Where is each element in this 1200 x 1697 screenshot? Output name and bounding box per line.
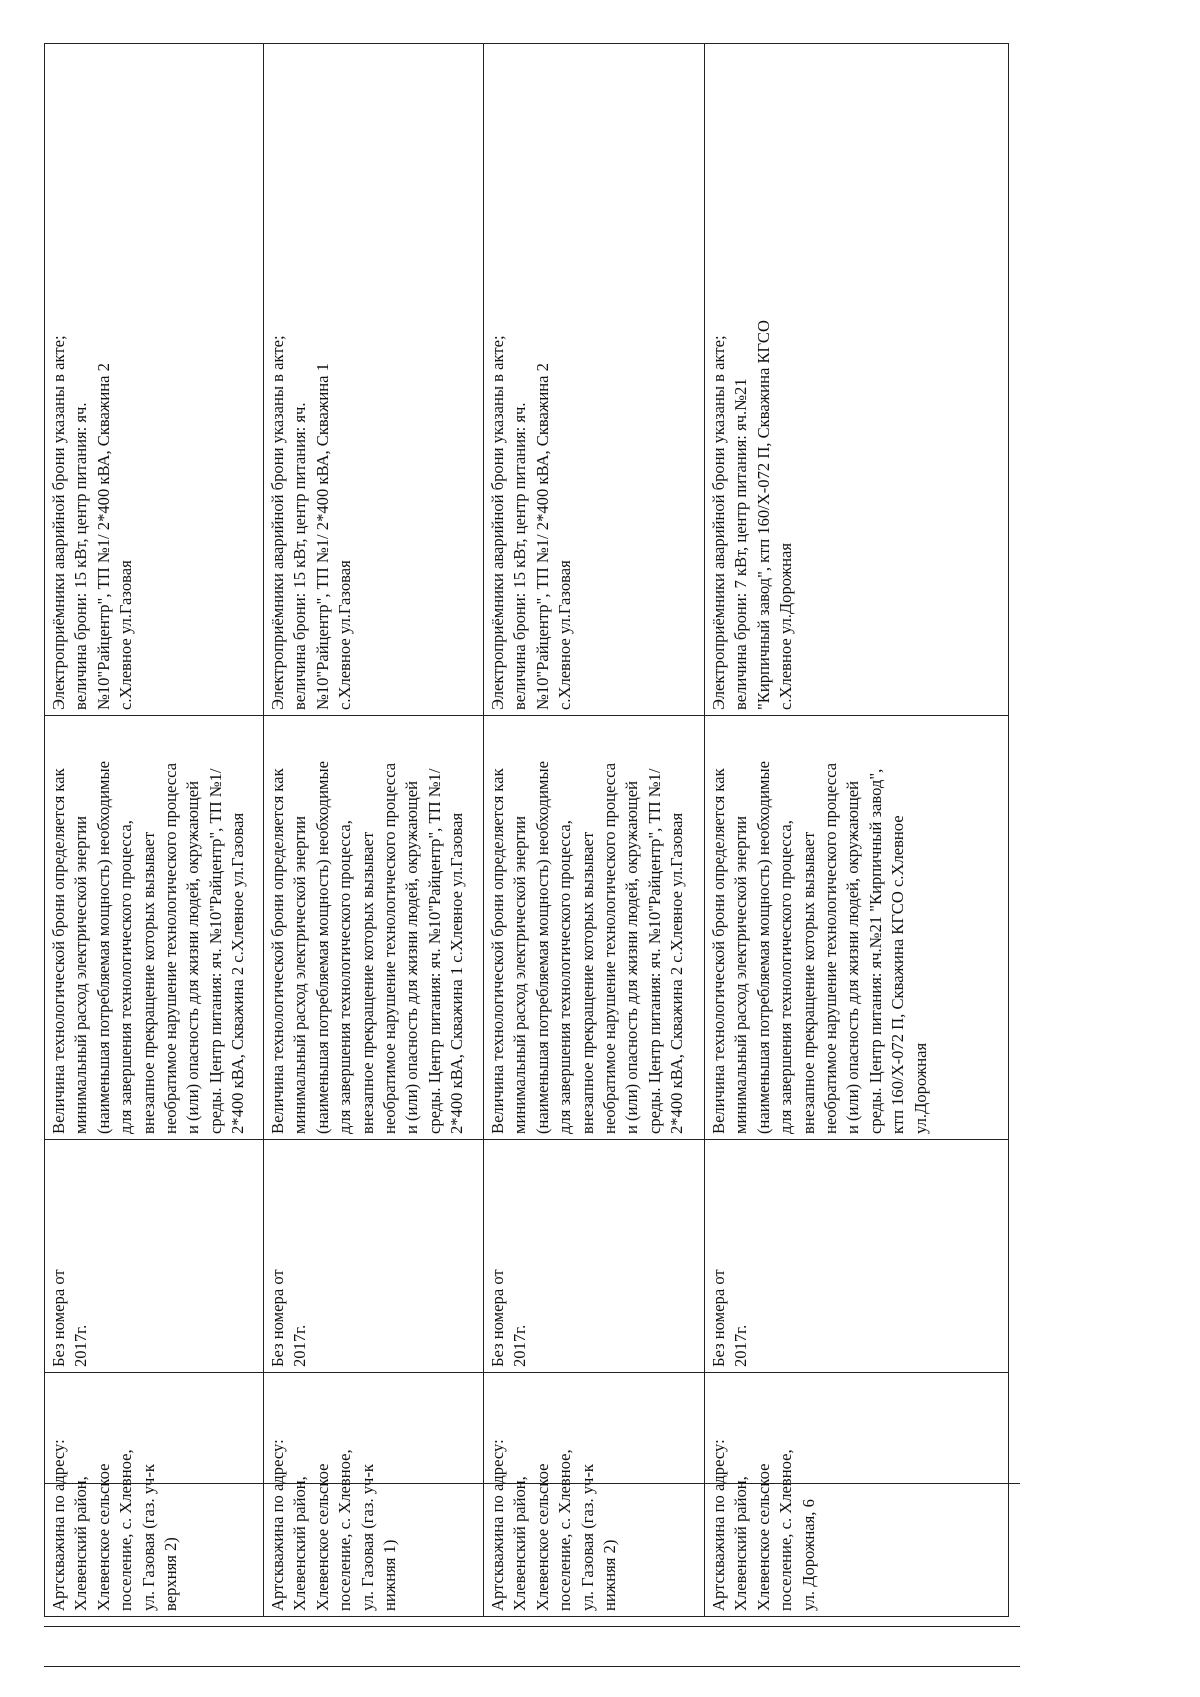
document-cell: Без номера от 2017г.	[45, 1140, 264, 1373]
emergency-reserve-cell: Электроприёмники аварийной брони указаны в акте; величина брони: 15 кВт, центр питания: яч. №10"Райцентр", ТП №1/ 2*400 кВА, Скважина 1 с.Хлевное ул.Газовая	[264, 44, 484, 716]
document-cell: Без номера от 2017г.	[705, 1140, 1009, 1373]
emergency-reserve-cell: Электроприёмники аварийной брони указаны в акте; величина брони: 7 кВт, центр питания: яч.№21 "Кирпичный завод", ктп 160/Х-072 П, Скважина КГСО с.Хлевное ул.Дорожная	[705, 44, 1009, 716]
object-address-cell: Артскважина по адресу: Хлевенский район, Хлевенское сельское поселение, с. Хлевное, ул. Дорожная, 6	[705, 1373, 1009, 1617]
tech-reserve-cell: Величина технологической брони определяется как минимальный расход электрической энергии (наименьшая потребляемая мощность) необходимые для завершения технологического процесса, внезапное прекращение которых вызывает необратимое нарушение технологического процесса и (или) опасность для жизни людей, окружающей среды. Центр питания: яч.№21 "Кирпичный завод", ктп 160/Х-072 П, Скважина КГСО с.Хлевное ул.Дорожная	[705, 716, 1009, 1140]
object-address-cell: Артскважина по адресу: Хлевенский район, Хлевенское сельское поселение, с. Хлевное, ул. Газовая (газ. уч-к нижняя 1)	[264, 1373, 484, 1617]
reserve-table	[44, 43, 1009, 1617]
footer-rule-1	[44, 1483, 1020, 1484]
rotated-table-wrapper	[44, 44, 1008, 1617]
table-row	[705, 44, 1009, 1617]
table-row	[45, 44, 264, 1617]
table-row	[484, 44, 705, 1617]
object-address-cell: Артскважина по адресу: Хлевенский район, Хлевенское сельское поселение, с. Хлевное, ул. Газовая (газ. уч-к нижняя 2)	[484, 1373, 705, 1617]
tech-reserve-cell: Величина технологической брони определяется как минимальный расход электрической энергии (наименьшая потребляемая мощность) необходимые для завершения технологического процесса, внезапное прекращение которых вызывает необратимое нарушение технологического процесса и (или) опасность для жизни людей, окружающей среды. Центр питания: яч. №10"Райцентр", ТП №1/ 2*400 кВА, Скважина 2 с.Хлевное ул.Газовая	[484, 716, 705, 1140]
footer-rule-3	[44, 1666, 1020, 1667]
document-cell: Без номера от 2017г.	[484, 1140, 705, 1373]
emergency-reserve-cell: Электроприёмники аварийной брони указаны в акте; величина брони: 15 кВт, центр питания: яч. №10"Райцентр", ТП №1/ 2*400 кВА, Скважина 2 с.Хлевное ул.Газовая	[484, 44, 705, 716]
object-address-cell: Артскважина по адресу: Хлевенский район, Хлевенское сельское поселение, с. Хлевное, ул. Газовая (газ. уч-к верхняя 2)	[45, 1373, 264, 1617]
footer-rule-2	[44, 1626, 1020, 1627]
tech-reserve-cell: Величина технологической брони определяется как минимальный расход электрической энергии (наименьшая потребляемая мощность) необходимые для завершения технологического процесса, внезапное прекращение которых вызывает необратимое нарушение технологического процесса и (или) опасность для жизни людей, окружающей среды. Центр питания: яч. №10"Райцентр", ТП №1/ 2*400 кВА, Скважина 2 с.Хлевное ул.Газовая	[45, 716, 264, 1140]
tech-reserve-cell: Величина технологической брони определяется как минимальный расход электрической энергии (наименьшая потребляемая мощность) необходимые для завершения технологического процесса, внезапное прекращение которых вызывает необратимое нарушение технологического процесса и (или) опасность для жизни людей, окружающей среды. Центр питания: яч. №10"Райцентр", ТП №1/ 2*400 кВА, Скважина 1 с.Хлевное ул.Газовая	[264, 716, 484, 1140]
document-cell: Без номера от 2017г.	[264, 1140, 484, 1373]
emergency-reserve-cell: Электроприёмники аварийной брони указаны в акте; величина брони: 15 кВт, центр питания: яч. №10"Райцентр", ТП №1/ 2*400 кВА, Скважина 2 с.Хлевное ул.Газовая	[45, 44, 264, 716]
table-row	[264, 44, 484, 1617]
